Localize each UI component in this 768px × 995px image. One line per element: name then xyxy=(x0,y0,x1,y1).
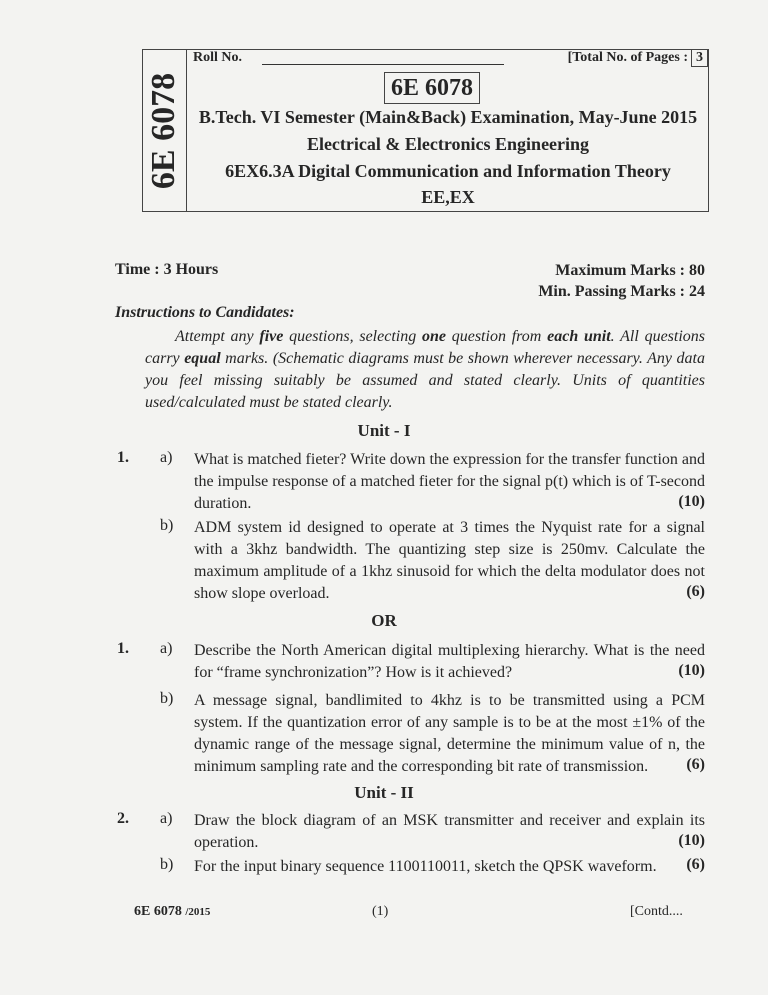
marks: (10) xyxy=(678,493,705,510)
side-paper-code xyxy=(142,49,187,212)
part-label: b) xyxy=(160,856,174,873)
marks: (10) xyxy=(678,832,705,849)
unit-2-title: Unit - II xyxy=(354,783,414,802)
marks: (6) xyxy=(686,583,705,600)
question-number: 2. xyxy=(117,810,129,827)
marks: (10) xyxy=(678,662,705,679)
footer-code: 6E 6078 /2015 xyxy=(134,904,211,919)
or-separator: OR xyxy=(371,611,397,630)
part-label: b) xyxy=(160,517,174,534)
max-marks: Maximum Marks : 80 xyxy=(555,262,705,279)
question-2a-text: Draw the block diagram of an MSK transmitter and receiver and explain its operation. xyxy=(194,812,705,851)
question-2b-text: For the input binary sequence 1100110011, sketch the QPSK waveform. xyxy=(194,858,657,875)
paper-code: 6E 6078 xyxy=(384,72,480,104)
unit-1-title: Unit - I xyxy=(357,421,411,440)
question-number: 1. xyxy=(117,640,129,657)
part-label: a) xyxy=(160,640,173,657)
exam-title: B.Tech. VI Semester (Main&Back) Examination, May-June 2015 xyxy=(198,107,698,127)
min-marks: Min. Passing Marks : 24 xyxy=(538,283,705,300)
instructions-text: Attempt any five questions, selecting one question from each unit. All questions carry equal marks. (Schematic diagrams must be shown wherever necessary. Any data you feel missing suitably be assumed and stated clearly. Units of quantities used/calculated must be stated clearly. xyxy=(145,328,706,411)
question-1b-text: ADM system id designed to operate at 3 times the Nyquist rate for a signal with a 3khz bandwidth. The quantizing step size is 250mv. Calculate the maximum amplitude of a 1khz sinusoid for which the delta modulator does not show slope overload. xyxy=(194,519,705,602)
part-label: b) xyxy=(160,690,174,707)
branch: Electrical & Electronics Engineering xyxy=(306,134,590,154)
time: Time : 3 Hours xyxy=(115,261,219,278)
question-number: 1. xyxy=(117,449,129,466)
streams: EE,EX xyxy=(421,187,475,207)
marks: (6) xyxy=(686,756,705,773)
total-pages-value: 3 xyxy=(691,49,708,67)
part-label: a) xyxy=(160,449,173,466)
side-code-text: 6E 6078 xyxy=(145,72,182,189)
marks: (6) xyxy=(686,856,705,873)
total-pages-label: [Total No. of Pages : xyxy=(567,50,688,65)
question-1b-alt-text: A message signal, bandlimited to 4khz is to be transmitted using a PCM system. If the quantization error of any sample is to be at the most ±1% of the dynamic range of the message signal, determine the minimum value of n, the minimum sampling rate and the corresponding bit rate of transmission. xyxy=(194,692,705,775)
question-1a-text: What is matched fieter? Write down the expression for the transfer function and the impulse response of a matched fieter for the signal p(t) which is of T-second duration. xyxy=(194,451,705,512)
question-1a-alt-text: Describe the North American digital multiplexing hierarchy. What is the need for “frame synchronization”? How is it achieved? xyxy=(194,642,705,681)
subject: 6EX6.3A Digital Communication and Information Theory xyxy=(225,161,671,181)
instructions-title: Instructions to Candidates: xyxy=(115,304,295,321)
roll-no-field[interactable] xyxy=(262,64,504,65)
part-label: a) xyxy=(160,810,173,827)
total-pages xyxy=(568,49,708,67)
page-number: (1) xyxy=(372,904,389,919)
continued-label: [Contd.... xyxy=(630,904,683,919)
roll-no-label: Roll No. xyxy=(193,50,242,65)
